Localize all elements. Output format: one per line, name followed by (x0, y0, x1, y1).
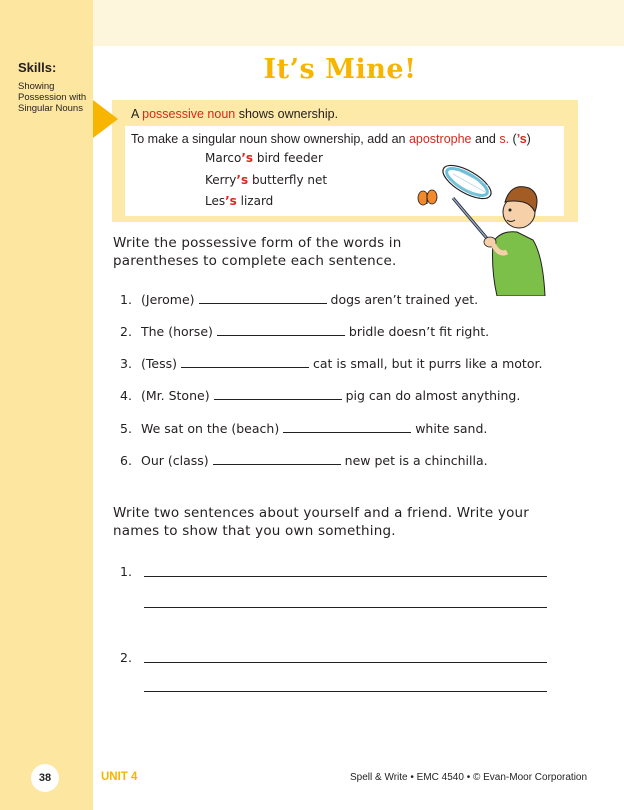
example-2: Kerry’s butterfly net (205, 173, 328, 187)
term-apostrophe: apostrophe (408, 132, 472, 146)
answer-blank[interactable] (181, 366, 309, 368)
exercise1-item: 4. (Mr. Stone) pig can do almost anything. (120, 388, 521, 403)
example-3: Les’s lizard (205, 194, 274, 208)
unit-label: UNIT 4 (101, 771, 138, 783)
exercise1-instruction: Write the possessive form of the words in parentheses to complete each sentence. (113, 235, 402, 269)
page-number: 38 (31, 764, 59, 792)
skills-label: Skills: (18, 60, 57, 75)
exercise1-item: 1. (Jerome) dogs aren’t trained yet. (120, 292, 479, 307)
top-band (93, 0, 624, 46)
answer-blank[interactable] (283, 431, 411, 433)
writing-line[interactable] (144, 662, 547, 663)
exercise1-item: 5. We sat on the (beach) white sand. (120, 421, 488, 436)
rule-definition: A possessive noun shows ownership. (131, 107, 339, 121)
example-1: Marco’s bird feeder (205, 151, 323, 165)
rule-instruction: To make a singular noun show ownership, add an apostrophe and s. (’s) (131, 132, 531, 146)
answer-blank[interactable] (213, 463, 341, 465)
exercise1-item: 6. Our (class) new pet is a chinchilla. (120, 453, 488, 468)
answer-blank[interactable] (217, 334, 345, 336)
page-title: It’s Mine! (263, 54, 417, 85)
writing-line-number: 2. (120, 650, 132, 665)
sidebar (0, 0, 93, 810)
writing-line[interactable] (144, 576, 547, 577)
boy-with-butterfly-net-illustration (405, 160, 555, 296)
exercise1-item: 2. The (horse) bridle doesn’t fit right. (120, 324, 490, 339)
writing-line[interactable] (144, 691, 547, 692)
footer-credit: Spell & Write • EMC 4540 • © Evan-Moor Corporation (350, 772, 588, 783)
exercise1-item: 3. (Tess) cat is small, but it purrs like a motor. (120, 356, 543, 371)
answer-blank[interactable] (199, 302, 327, 304)
skills-text: Showing Possession with Singular Nouns (18, 81, 87, 114)
arrow-icon (93, 100, 118, 138)
writing-line[interactable] (144, 607, 547, 608)
answer-blank[interactable] (214, 398, 342, 400)
term-possessive-noun: possessive noun (142, 107, 236, 121)
writing-line-number: 1. (120, 564, 132, 579)
exercise2-instruction: Write two sentences about yourself and a friend. Write your names to show that you own something. (113, 505, 530, 539)
